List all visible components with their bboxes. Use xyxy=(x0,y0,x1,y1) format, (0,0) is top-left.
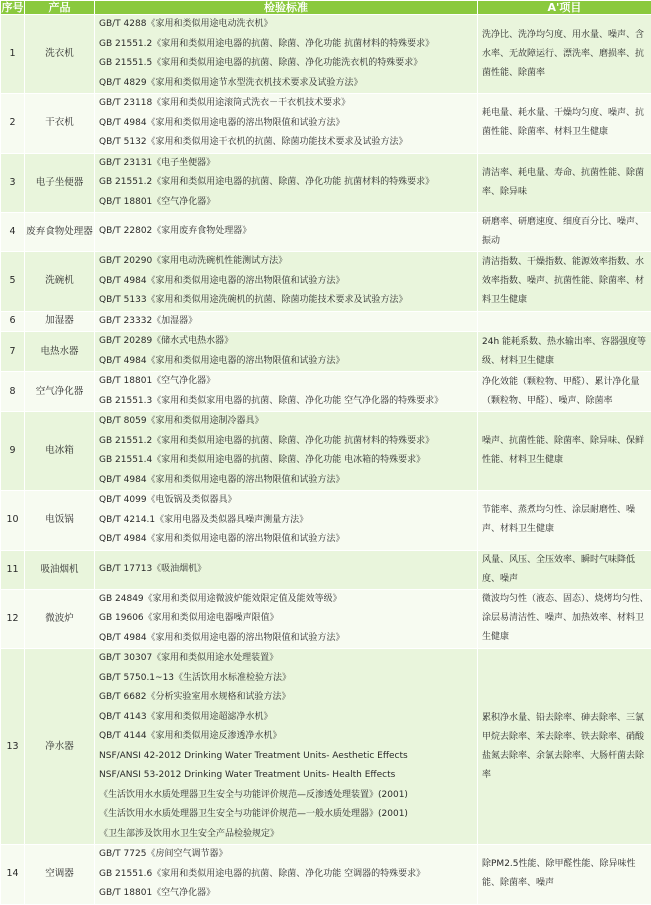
row-number: 11 xyxy=(1,550,25,589)
standards-cell xyxy=(95,491,478,551)
test-items: 微波均匀性（液态、固态）、烧烤均匀性、涂层易清洁性、噪声、加热效率、材料卫生健康 xyxy=(478,589,651,649)
standards-cell xyxy=(95,589,478,649)
standard-line: QB/T 4984《家用和类似用途电器的溶出物限值和试验方法》 xyxy=(99,114,477,134)
standard-line: 《卫生部涉及饮用水卫生安全产品检验规定》 xyxy=(99,825,477,845)
standard-line: QB/T 18801《空气净化器》 xyxy=(99,193,477,213)
standards-cell xyxy=(95,15,478,94)
table-row xyxy=(1,589,651,649)
standards-cell xyxy=(95,213,478,252)
table-header-row xyxy=(1,1,651,15)
standard-line: NSF/ANSI 53-2012 Drinking Water Treatment Units- Health Effects xyxy=(99,766,477,786)
standard-line: QB/T 4984《家用和类似用途电器的溶出物限值和试验方法》 xyxy=(99,629,477,649)
standard-line: QB/T 5132《家用和类似用途干衣机的抗菌、除菌功能技术要求及试验方法》 xyxy=(99,133,477,153)
product-name: 电子坐便器 xyxy=(25,153,95,213)
standard-line: GB 19606《家用和类似用途电器噪声限值》 xyxy=(99,609,477,629)
table-row xyxy=(1,372,651,412)
header-product: 产品 xyxy=(25,1,95,15)
test-items: 洗净比、洗净均匀度、用水量、噪声、含水率、无故障运行、漂洗率、磨损率、抗菌性能、除菌率 xyxy=(478,15,651,94)
row-number: 7 xyxy=(1,332,25,372)
standard-line: GB/T 23332《加湿器》 xyxy=(99,312,477,332)
product-name: 电冰箱 xyxy=(25,412,95,491)
standard-line: QB/T 4984《家用和类似用途电器的溶出物限值和试验方法》 xyxy=(99,272,477,292)
test-items: 清洁率、耗电量、寿命、抗菌性能、除菌率、除异味 xyxy=(478,153,651,213)
table-row xyxy=(1,845,651,905)
row-number: 1 xyxy=(1,15,25,94)
standards-cell xyxy=(95,252,478,312)
standard-line: GB 21551.5《家用和类似用途电器的抗菌、除菌、净化功能洗衣机的特殊要求》 xyxy=(99,54,477,74)
product-name: 加湿器 xyxy=(25,311,95,332)
standards-cell xyxy=(95,311,478,332)
header-items: A'项目 xyxy=(478,1,651,15)
product-name: 微波炉 xyxy=(25,589,95,649)
table-row xyxy=(1,94,651,154)
standards-cell xyxy=(95,332,478,372)
test-items: 噪声、抗菌性能、除菌率、除异味、保鲜性能、材料卫生健康 xyxy=(478,412,651,491)
standard-line: QB/T 5133《家用和类似用途洗碗机的抗菌、除菌功能技术要求及试验方法》 xyxy=(99,291,477,311)
standard-line: GB/T 23131《电子坐便器》 xyxy=(99,154,477,174)
standard-line: GB/T 17713《吸油烟机》 xyxy=(99,560,477,580)
test-items xyxy=(478,311,651,332)
standard-line: GB 21551.2《家用和类似用途电器的抗菌、除菌、净化功能 抗菌材料的特殊要求》 xyxy=(99,432,477,452)
row-number: 3 xyxy=(1,153,25,213)
table-row xyxy=(1,491,651,551)
standard-line: QB/T 4984《家用和类似用途电器的溶出物限值和试验方法》 xyxy=(99,471,477,491)
row-number: 12 xyxy=(1,589,25,649)
standards-cell xyxy=(95,649,478,845)
table-row xyxy=(1,213,651,252)
test-items: 除PM2.5性能、除甲醛性能、除异味性能、除菌率、噪声 xyxy=(478,845,651,905)
standards-cell xyxy=(95,94,478,154)
row-number: 5 xyxy=(1,252,25,312)
standard-line: GB/T 30307《家用和类似用途水处理装置》 xyxy=(99,649,477,669)
standard-line: GB 21551.2《家用和类似用途电器的抗菌、除菌、净化功能 抗菌材料的特殊要求》 xyxy=(99,173,477,193)
product-name: 洗衣机 xyxy=(25,15,95,94)
product-name: 空调器 xyxy=(25,845,95,905)
standard-line: GB/T 18801《空气净化器》 xyxy=(99,372,477,392)
product-name: 废弃食物处理器 xyxy=(25,213,95,252)
standard-line: QB/T 4829《家用和类似用途节水型洗衣机技术要求及试验方法》 xyxy=(99,74,477,94)
standards-cell xyxy=(95,845,478,905)
standard-line: GB/T 23118《家用和类似用途滚筒式洗衣－干衣机技术要求》 xyxy=(99,94,477,114)
product-name: 电热水器 xyxy=(25,332,95,372)
standard-line: NSF/ANSI 42-2012 Drinking Water Treatment Units- Aesthetic Effects xyxy=(99,747,477,767)
test-items: 累积净水量、铅去除率、砷去除率、三氯甲烷去除率、苯去除率、铁去除率、硝酸盐氮去除率、余氯去除率、大肠杆菌去除率 xyxy=(478,649,651,845)
standards-cell xyxy=(95,153,478,213)
standard-line: QB/T 4984《家用和类似用途电器的溶出物限值和试验方法》 xyxy=(99,352,477,372)
standard-line: GB/T 5750.1~13《生活饮用水标准检验方法》 xyxy=(99,669,477,689)
test-items: 净化效能（颗粒物、甲醛）、累计净化量（颗粒物、甲醛）、噪声、除菌率 xyxy=(478,372,651,412)
standard-line: 《生活饮用水水质处理器卫生安全与功能评价规范—一般水质处理器》(2001) xyxy=(99,805,477,825)
product-name: 空气净化器 xyxy=(25,372,95,412)
row-number: 9 xyxy=(1,412,25,491)
standard-line: GB 21551.3《家用和类似家用电器的抗菌、除菌、净化功能 空气净化器的特殊要求》 xyxy=(99,392,477,412)
test-items: 耗电量、耗水量、干燥均匀度、噪声、抗菌性能、除菌率、材料卫生健康 xyxy=(478,94,651,154)
row-number: 14 xyxy=(1,845,25,905)
standard-line: GB/T 18801《空气净化器》 xyxy=(99,884,477,904)
standard-line: QB/T 4984《家用和类似用途电器的溶出物限值和试验方法》 xyxy=(99,530,477,550)
table-row xyxy=(1,311,651,332)
test-items: 清洁指数、干燥指数、能源效率指数、水效率指数、噪声、抗菌性能、除菌率、材料卫生健康 xyxy=(478,252,651,312)
standard-line: QB/T 8059《家用和类似用途制冷器具》 xyxy=(99,412,477,432)
test-items: 研磨率、研磨速度、细度百分比、噪声、振动 xyxy=(478,213,651,252)
table-row xyxy=(1,252,651,312)
standard-line: 《生活饮用水水质处理器卫生安全与功能评价规范—反渗透处理装置》(2001) xyxy=(99,786,477,806)
test-items: 风量、风压、全压效率、瞬时气味降低度、噪声 xyxy=(478,550,651,589)
table-row xyxy=(1,15,651,94)
standards-cell xyxy=(95,550,478,589)
row-number: 13 xyxy=(1,649,25,845)
standard-line: QB/T 4214.1《家用电器及类似器具噪声测量方法》 xyxy=(99,511,477,531)
standards-cell xyxy=(95,412,478,491)
test-items: 节能率、蒸煮均匀性、涂层耐磨性、噪声、材料卫生健康 xyxy=(478,491,651,551)
row-number: 2 xyxy=(1,94,25,154)
standard-line: GB 21551.2《家用和类似用途电器的抗菌、除菌、净化功能 抗菌材料的特殊要求》 xyxy=(99,35,477,55)
header-standard: 检验标准 xyxy=(95,1,478,15)
product-name: 干衣机 xyxy=(25,94,95,154)
standard-line: GB/T 20289《储水式电热水器》 xyxy=(99,332,477,352)
product-name: 电饭锅 xyxy=(25,491,95,551)
table-row xyxy=(1,412,651,491)
standard-line: GB/T 20290《家用电动洗碗机性能测试方法》 xyxy=(99,252,477,272)
header-no: 序号 xyxy=(1,1,25,15)
standard-line: QB/T 4144《家用和类似用途反渗透净水机》 xyxy=(99,727,477,747)
table-row xyxy=(1,649,651,845)
standard-line: GB 21551.6《家用和类似用途电器的抗菌、除菌、净化功能 空调器的特殊要求》 xyxy=(99,865,477,885)
standard-line: GB 21551.4《家用和类似用途电器的抗菌、除菌、净化功能 电冰箱的特殊要求》 xyxy=(99,451,477,471)
table-row xyxy=(1,332,651,372)
standard-line: GB/T 7725《房间空气调节器》 xyxy=(99,845,477,865)
standard-line: QB/T 4143《家用和类似用途超滤净水机》 xyxy=(99,708,477,728)
product-name: 吸油烟机 xyxy=(25,550,95,589)
row-number: 4 xyxy=(1,213,25,252)
row-number: 10 xyxy=(1,491,25,551)
row-number: 8 xyxy=(1,372,25,412)
table-row xyxy=(1,550,651,589)
standards-cell xyxy=(95,372,478,412)
standard-line: GB 24849《家用和类似用途微波炉能效限定值及能效等级》 xyxy=(99,590,477,610)
product-name: 洗碗机 xyxy=(25,252,95,312)
table-row xyxy=(1,153,651,213)
test-items: 24h 能耗系数、热水输出率、容器强度等级、材料卫生健康 xyxy=(478,332,651,372)
row-number: 6 xyxy=(1,311,25,332)
standard-line: QB/T 22802《家用废弃食物处理器》 xyxy=(99,222,477,242)
standard-line: GB/T 4288《家用和类似用途电动洗衣机》 xyxy=(99,15,477,35)
standard-line: QB/T 4099《电饭锅及类似器具》 xyxy=(99,491,477,511)
product-name: 净水器 xyxy=(25,649,95,845)
standard-line: GB/T 6682《分析实验室用水规格和试验方法》 xyxy=(99,688,477,708)
